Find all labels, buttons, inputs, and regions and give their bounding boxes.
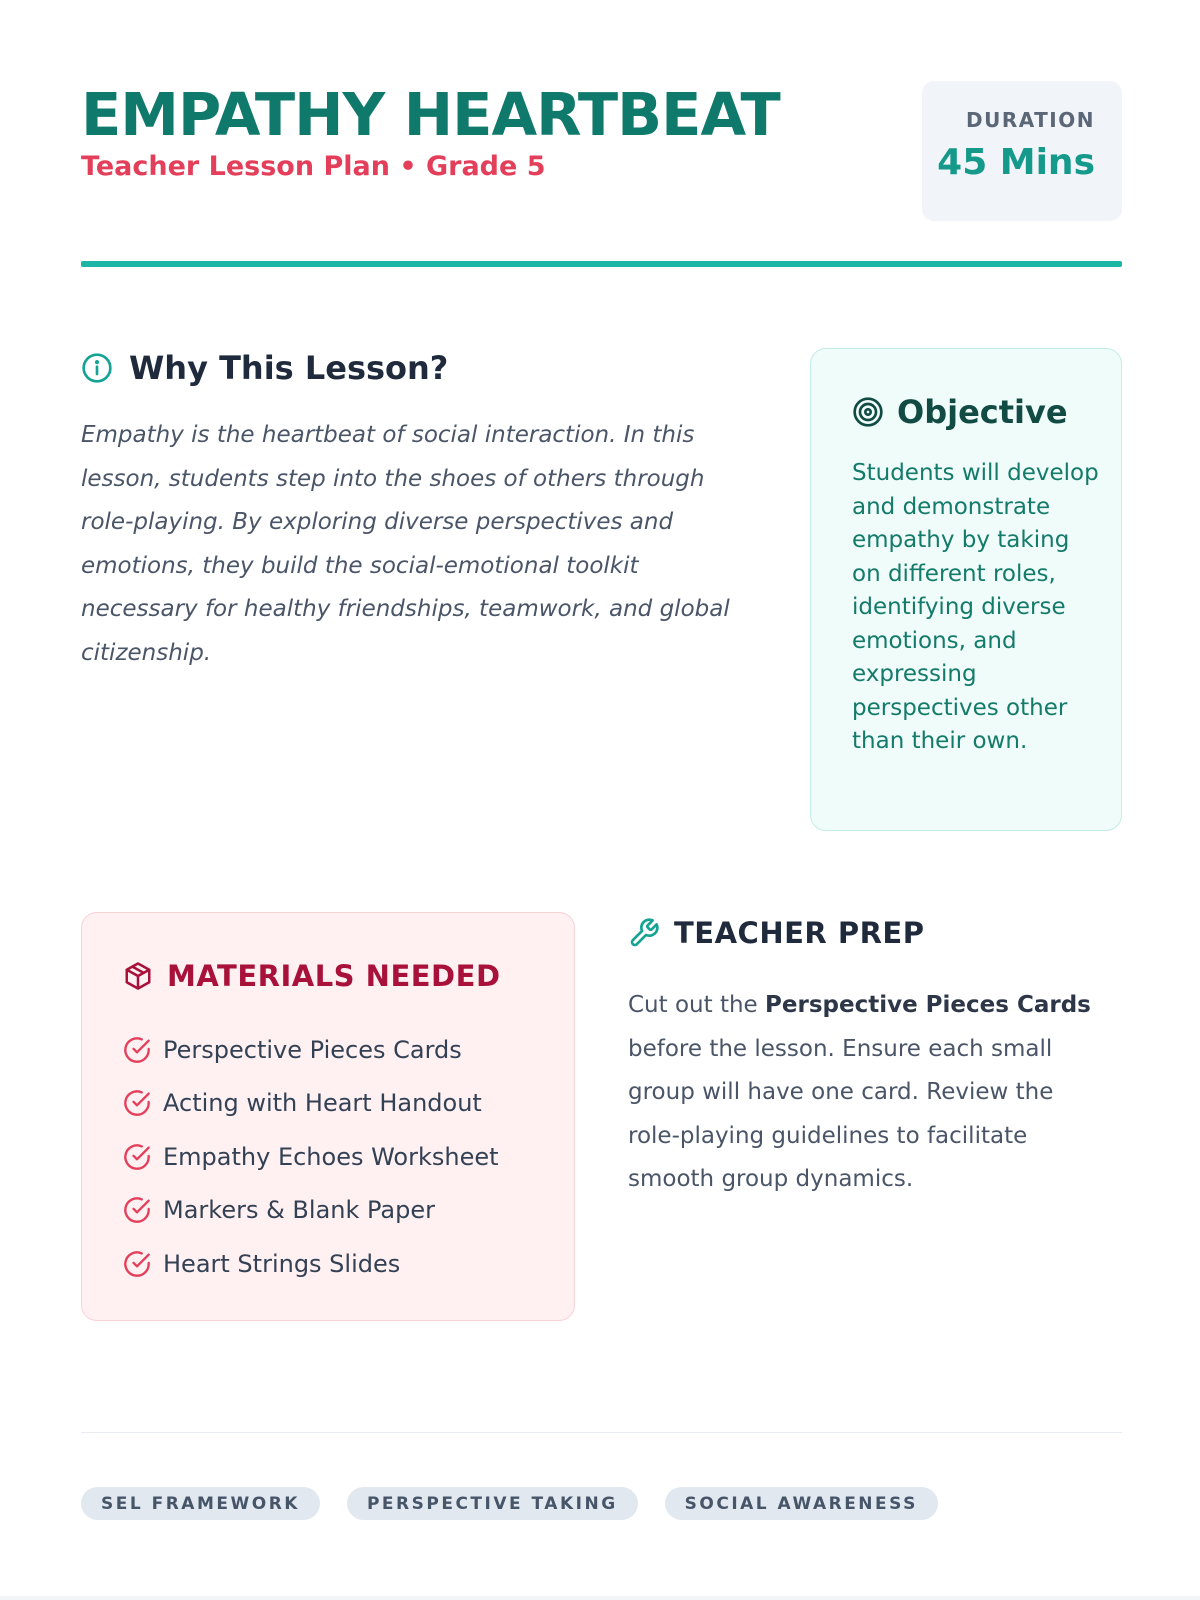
tag-list [81, 1487, 938, 1520]
material-label: Heart Strings Slides [163, 1249, 401, 1278]
check-circle-icon [123, 1036, 151, 1064]
material-label: Markers & Blank Paper [163, 1196, 435, 1225]
info-icon [81, 352, 113, 384]
objective-body: Students will develop and demonstrate empathy by taking on different roles, identifying diverse emotions, and expressing perspectives other than their own. [852, 460, 1099, 754]
duration-card [922, 81, 1122, 221]
check-circle-icon [123, 1089, 151, 1117]
wrench-icon [628, 917, 660, 949]
materials-header [123, 959, 554, 993]
check-circle-icon [123, 1196, 151, 1224]
prep-title: TEACHER PREP [674, 916, 925, 950]
prep-highlight: Perspective Pieces Cards [765, 992, 1091, 1018]
materials-title: MATERIALS NEEDED [167, 959, 501, 993]
package-icon [123, 961, 153, 991]
list-item [123, 1184, 554, 1238]
header-divider [81, 261, 1122, 267]
prep-text-start: Cut out the [628, 992, 766, 1018]
material-label: Perspective Pieces Cards [163, 1035, 462, 1064]
why-body: Empathy is the heartbeat of social interaction. In this lesson, students step into the shoes of others through role-playing. By exploring diverse perspectives and emotions, they build the social-emotional toolkit necessary for healthy friendships, teamwork, and global citizenship. [81, 422, 730, 666]
duration-value: 45 Mins [937, 142, 1095, 183]
tag-social-awareness: SOCIAL AWARENESS [665, 1487, 938, 1520]
objective-header [852, 393, 1099, 431]
list-item [123, 1077, 554, 1131]
why-title: Why This Lesson? [129, 349, 449, 387]
material-label: Acting with Heart Handout [163, 1089, 482, 1118]
tag-sel-framework: SEL FRAMEWORK [81, 1487, 320, 1520]
footer-divider [81, 1432, 1122, 1433]
prep-text-end: before the lesson. Ensure each small group will have one card. Review the role-playing guidelines to facilitate smooth group dynamics. [628, 1035, 1054, 1192]
check-circle-icon [123, 1143, 151, 1171]
page-title: EMPATHY HEARTBEAT [81, 80, 780, 149]
material-label: Empathy Echoes Worksheet [163, 1142, 499, 1171]
prep-section-header [628, 916, 924, 950]
tag-perspective-taking: PERSPECTIVE TAKING [347, 1487, 638, 1520]
list-item [123, 1237, 554, 1291]
materials-card [81, 912, 575, 1321]
duration-label: DURATION [966, 108, 1095, 132]
target-icon [852, 396, 884, 428]
list-item [123, 1130, 554, 1184]
page-subtitle: Teacher Lesson Plan • Grade 5 [81, 151, 546, 182]
materials-list [123, 1023, 554, 1291]
prep-body [628, 984, 1108, 1202]
objective-title: Objective [897, 393, 1068, 431]
list-item [123, 1023, 554, 1077]
why-section-header [81, 349, 448, 387]
objective-card [810, 348, 1122, 831]
check-circle-icon [123, 1250, 151, 1278]
